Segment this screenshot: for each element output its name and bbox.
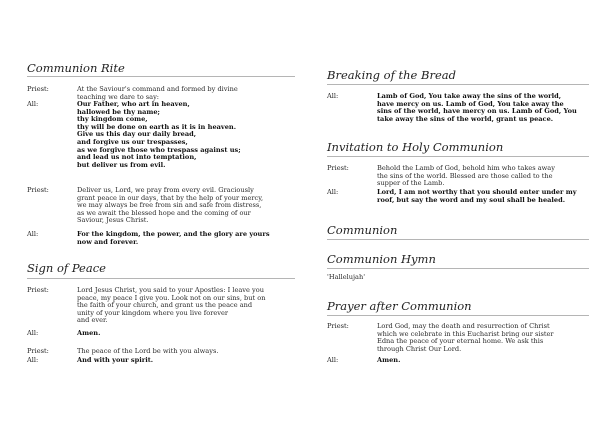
sp-all-2 bbox=[27, 357, 295, 365]
speaker-label: Priest: bbox=[27, 85, 49, 93]
br-all bbox=[327, 93, 589, 123]
communion-rite-rule bbox=[27, 76, 295, 77]
sp-priest-1 bbox=[27, 287, 295, 325]
speaker-label: All: bbox=[327, 92, 339, 100]
text-line: Edna the peace of your eternal home. We ask this bbox=[377, 337, 544, 346]
text-line: we may always be free from sin and safe from distress, bbox=[77, 201, 262, 210]
text-line: as we forgive those who trespass against us; bbox=[77, 145, 241, 154]
cr-all-1-text bbox=[77, 101, 295, 169]
speaker-label: All: bbox=[27, 100, 39, 108]
pr-priest-text bbox=[377, 323, 589, 353]
breaking-rule bbox=[327, 84, 589, 85]
text-line: and forgive us our trespasses, bbox=[77, 137, 188, 146]
sp-priest-2-text bbox=[77, 348, 295, 356]
communion-rite-heading: Communion Rite bbox=[27, 61, 125, 75]
invitation-heading: Invitation to Holy Communion bbox=[327, 140, 504, 154]
text-line: Amen. bbox=[77, 329, 101, 337]
text-line: thy kingdom come, bbox=[77, 115, 148, 124]
text-line: Saviour, Jesus Christ. bbox=[77, 216, 149, 225]
cr-all-2-text bbox=[77, 231, 295, 246]
text-line: The peace of the Lord be with you always. bbox=[77, 347, 219, 355]
inv-all bbox=[327, 189, 589, 204]
speaker-label: Priest: bbox=[27, 286, 49, 294]
text-line: For the kingdom, the power, and the glory are yours bbox=[77, 230, 270, 238]
pr-all-text bbox=[377, 357, 589, 365]
text-line: as we await the blessed hope and the coming of our bbox=[77, 208, 251, 217]
text-line: And with your spirit. bbox=[77, 356, 154, 364]
text-line: and ever. bbox=[77, 316, 108, 325]
cr-all-1 bbox=[27, 101, 295, 169]
prayer-rule bbox=[327, 315, 589, 316]
inv-priest bbox=[327, 165, 589, 188]
inv-priest-text bbox=[377, 165, 589, 188]
text-line: Lord, I am not worthy that you should enter under my bbox=[377, 188, 577, 196]
cr-priest-1 bbox=[27, 86, 295, 101]
text-line: Deliver us, Lord, we pray from every evil. Graciously bbox=[77, 186, 254, 194]
hymn-heading: Communion Hymn bbox=[327, 252, 436, 266]
sp-priest-1-text bbox=[77, 287, 295, 325]
breaking-heading: Breaking of the Bread bbox=[327, 68, 456, 82]
sp-all-2-text bbox=[77, 357, 295, 365]
sign-of-peace-rule bbox=[27, 278, 295, 279]
invitation-rule bbox=[327, 156, 589, 157]
text-line: roof, but say the word and my soul shall be healed. bbox=[377, 195, 566, 204]
pr-priest bbox=[327, 323, 589, 353]
text-line: which we celebrate in this Eucharist bring our sister bbox=[377, 329, 554, 338]
speaker-label: All: bbox=[327, 188, 339, 196]
text-line: supper of the Lamb. bbox=[377, 179, 445, 188]
cr-priest-2-text bbox=[77, 187, 295, 225]
text-line: Lord God, may the death and resurrection of Christ bbox=[377, 322, 550, 330]
text-line: and lead us not into temptation, bbox=[77, 153, 197, 162]
speaker-label: All: bbox=[27, 356, 39, 364]
text-line: the faith of your church, and grant us the peace and bbox=[77, 301, 253, 310]
text-line: grant peace in our days, that by the help of your mercy, bbox=[77, 193, 264, 202]
text-line: thy will be done on earth as it is in heaven. bbox=[77, 122, 237, 131]
text-line: now and forever. bbox=[77, 237, 139, 246]
prayer-heading: Prayer after Communion bbox=[327, 299, 472, 313]
text-line: Lord Jesus Christ, you said to your Apostles: I leave you bbox=[77, 286, 264, 294]
speaker-label: All: bbox=[327, 356, 339, 364]
text-line: Behold the Lamb of God, behold him who takes away bbox=[377, 164, 555, 172]
cr-priest-1-text bbox=[77, 86, 295, 101]
cr-all-2 bbox=[27, 231, 295, 246]
text-line: Amen. bbox=[377, 356, 401, 364]
cr-priest-2 bbox=[27, 187, 295, 225]
speaker-label: All: bbox=[27, 329, 39, 337]
text-line: sins of the world, have mercy on us. Lamb of God, You bbox=[377, 107, 577, 116]
text-line: have mercy on us. Lamb of God, You take away the bbox=[377, 99, 564, 108]
text-line: but deliver us from evil. bbox=[77, 160, 166, 169]
text-line: peace, my peace I give you. Look not on our sins, but on bbox=[77, 293, 266, 302]
inv-all-text bbox=[377, 189, 589, 204]
text-line: the sins of the world. Blessed are those called to the bbox=[377, 171, 553, 180]
text-line: teaching we dare to say: bbox=[77, 92, 160, 101]
speaker-label: Priest: bbox=[327, 322, 349, 330]
hymn-subtitle: 'Hallelujah' bbox=[327, 273, 366, 281]
sp-all-1 bbox=[27, 330, 295, 338]
text-line: hallowed be thy name; bbox=[77, 107, 160, 116]
text-line: Lamb of God, You take away the sins of the world, bbox=[377, 92, 562, 100]
speaker-label: Priest: bbox=[27, 347, 49, 355]
sp-all-1-text bbox=[77, 330, 295, 338]
text-line: Our Father, who art in heaven, bbox=[77, 100, 190, 108]
text-line: through Christ Our Lord. bbox=[377, 344, 462, 353]
text-line: At the Saviour's command and formed by divine bbox=[77, 85, 238, 93]
text-line: unity of your kingdom where you live forever bbox=[77, 308, 229, 317]
communion-heading: Communion bbox=[327, 223, 398, 237]
speaker-label: Priest: bbox=[327, 164, 349, 172]
speaker-label: All: bbox=[27, 230, 39, 238]
text-line: Give us this day our daily bread, bbox=[77, 130, 197, 139]
sp-priest-2 bbox=[27, 348, 295, 356]
pr-all bbox=[327, 357, 589, 365]
br-all-text bbox=[377, 93, 589, 123]
hymn-rule bbox=[327, 268, 589, 269]
speaker-label: Priest: bbox=[27, 186, 49, 194]
text-line: take away the sins of the world, grant us peace. bbox=[377, 114, 554, 123]
communion-rule bbox=[327, 239, 589, 240]
sign-of-peace-heading: Sign of Peace bbox=[27, 261, 106, 275]
